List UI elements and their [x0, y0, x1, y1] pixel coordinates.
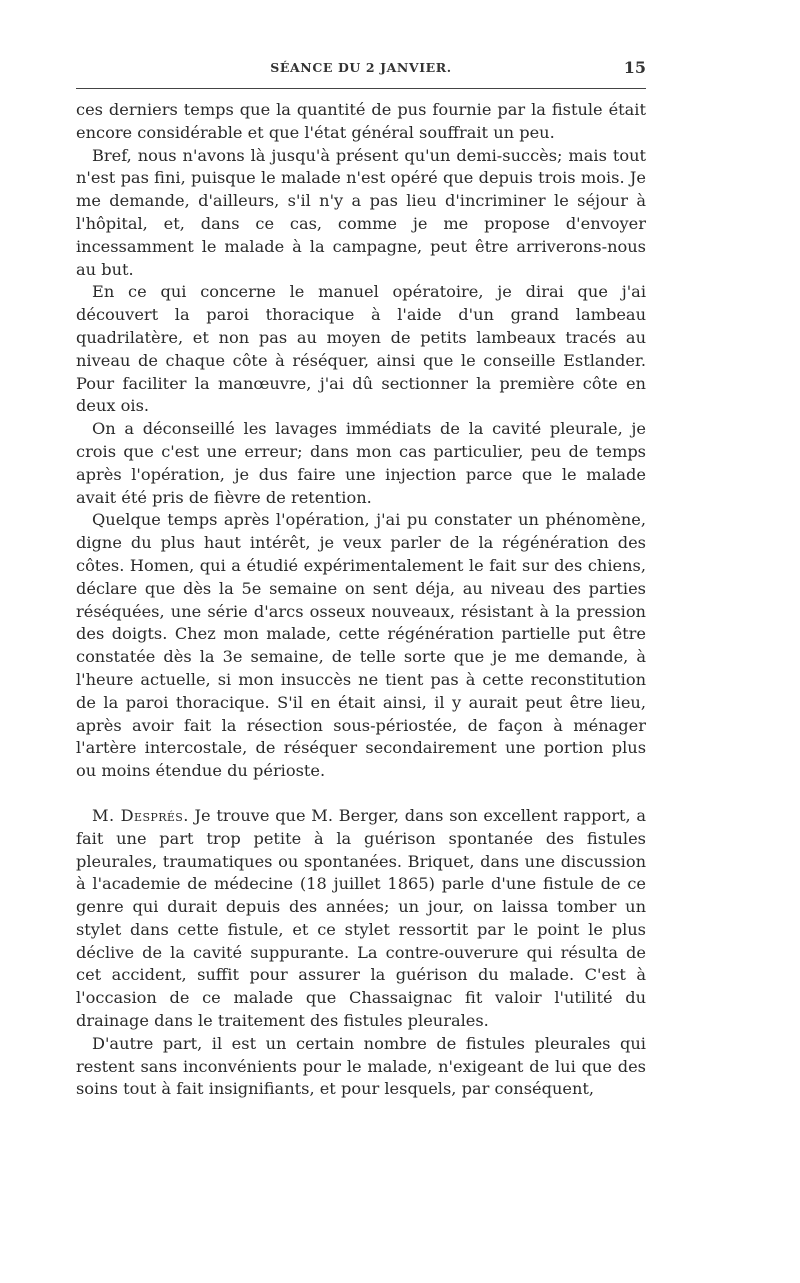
running-title: SÉANCE DU 2 JANVIER. [270, 60, 452, 75]
intervention-paragraph [76, 805, 646, 1033]
page-number: 15 [623, 58, 646, 77]
running-head [76, 52, 646, 82]
paragraph: On a déconseillé les lavages immédiats de la cavité pleurale, je crois que c'est une erreur; dans mon cas particulier, peu de temps après l'opération, je dus faire une injection parce que le malade avait été pris de fièvre de retention. [76, 419, 646, 507]
book-page [76, 52, 646, 1101]
body-text [76, 99, 646, 1101]
section-gap [76, 783, 646, 805]
paragraph: En ce qui concerne le manuel opératoire, je dirai que j'ai découvert la paroi thoracique à l'aide d'un grand lambeau quadrilatère, et non pas au moyen de petits lambeaux tracés au niveau de chaque côte à réséquer, ainsi que le conseille Estlander. Pour faciliter la manœuvre, j'ai dû sectionner la première côte en deux ois. [76, 282, 646, 416]
paragraph: D'autre part, il est un certain nombre de fistules pleurales qui restent sans inconvénients pour le malade, n'exigeant de lui que des soins tout à fait insignifiants, et pour lesquels, par conséquent, [76, 1033, 646, 1099]
speaker-name: M. Després. [92, 805, 189, 825]
header-rule [76, 88, 646, 89]
paragraph: Bref, nous n'avons là jusqu'à présent qu'un demi-succès; mais tout n'est pas fini, puisque le malade n'est opéré que depuis trois mois. Je me demande, d'ailleurs, s'il n'y a pas lieu d'incriminer le séjour à l'hôpital, et, dans ce cas, comme je me propose d'envoyer incessamment le malade à la campagne, peut être arriverons-nous au but. [76, 145, 646, 279]
paragraph: ces derniers temps que la quantité de pus fournie par la fistule était encore considérable et que l'état général souffrait un peu. [76, 100, 646, 142]
paragraph: Quelque temps après l'opération, j'ai pu constater un phénomène, digne du plus haut intérêt, je veux parler de la régénération des côtes. Homen, qui a étudié expérimentalement le fait sur des chiens, déclare que dès la 5e semaine on sent déja, au niveau des parties réséquées, une série d'arcs osseux nouveaux, résistant à la pression des doigts. Chez mon malade, cette régénération partielle put être constatée dès la 3e semaine, de telle sorte que je me demande, à l'heure actuelle, si mon insuccès ne tient pas à cette reconstitution de la paroi thoracique. S'il en était ainsi, il y aurait peut être lieu, après avoir fait la résection sous-périostée, de façon à ménager l'artère intercostale, de réséquer secondairement une portion plus ou moins étendue du périoste. [76, 510, 646, 781]
intervention-text: Je trouve que M. Berger, dans son excellent rapport, a fait une part trop petite à la guérison spontanée des fistules pleurales, traumatiques ou spontanées. Briquet, dans une discussion à l'academie de médecine (18 juillet 1865) parle d'une fistule de ce genre qui durait depuis des années; un jour, on laissa tomber un stylet dans cette fistule, et ce stylet ressortit par le point le plus déclive de la cavité suppurante. La contre-ouverure qui résulta de cet accident, suffit pour assurer la guérison du malade. C'est à l'occasion de ce malade que Chassaignac fit valoir l'utilité du drainage dans le traitement des fistules pleurales. [76, 805, 646, 1031]
